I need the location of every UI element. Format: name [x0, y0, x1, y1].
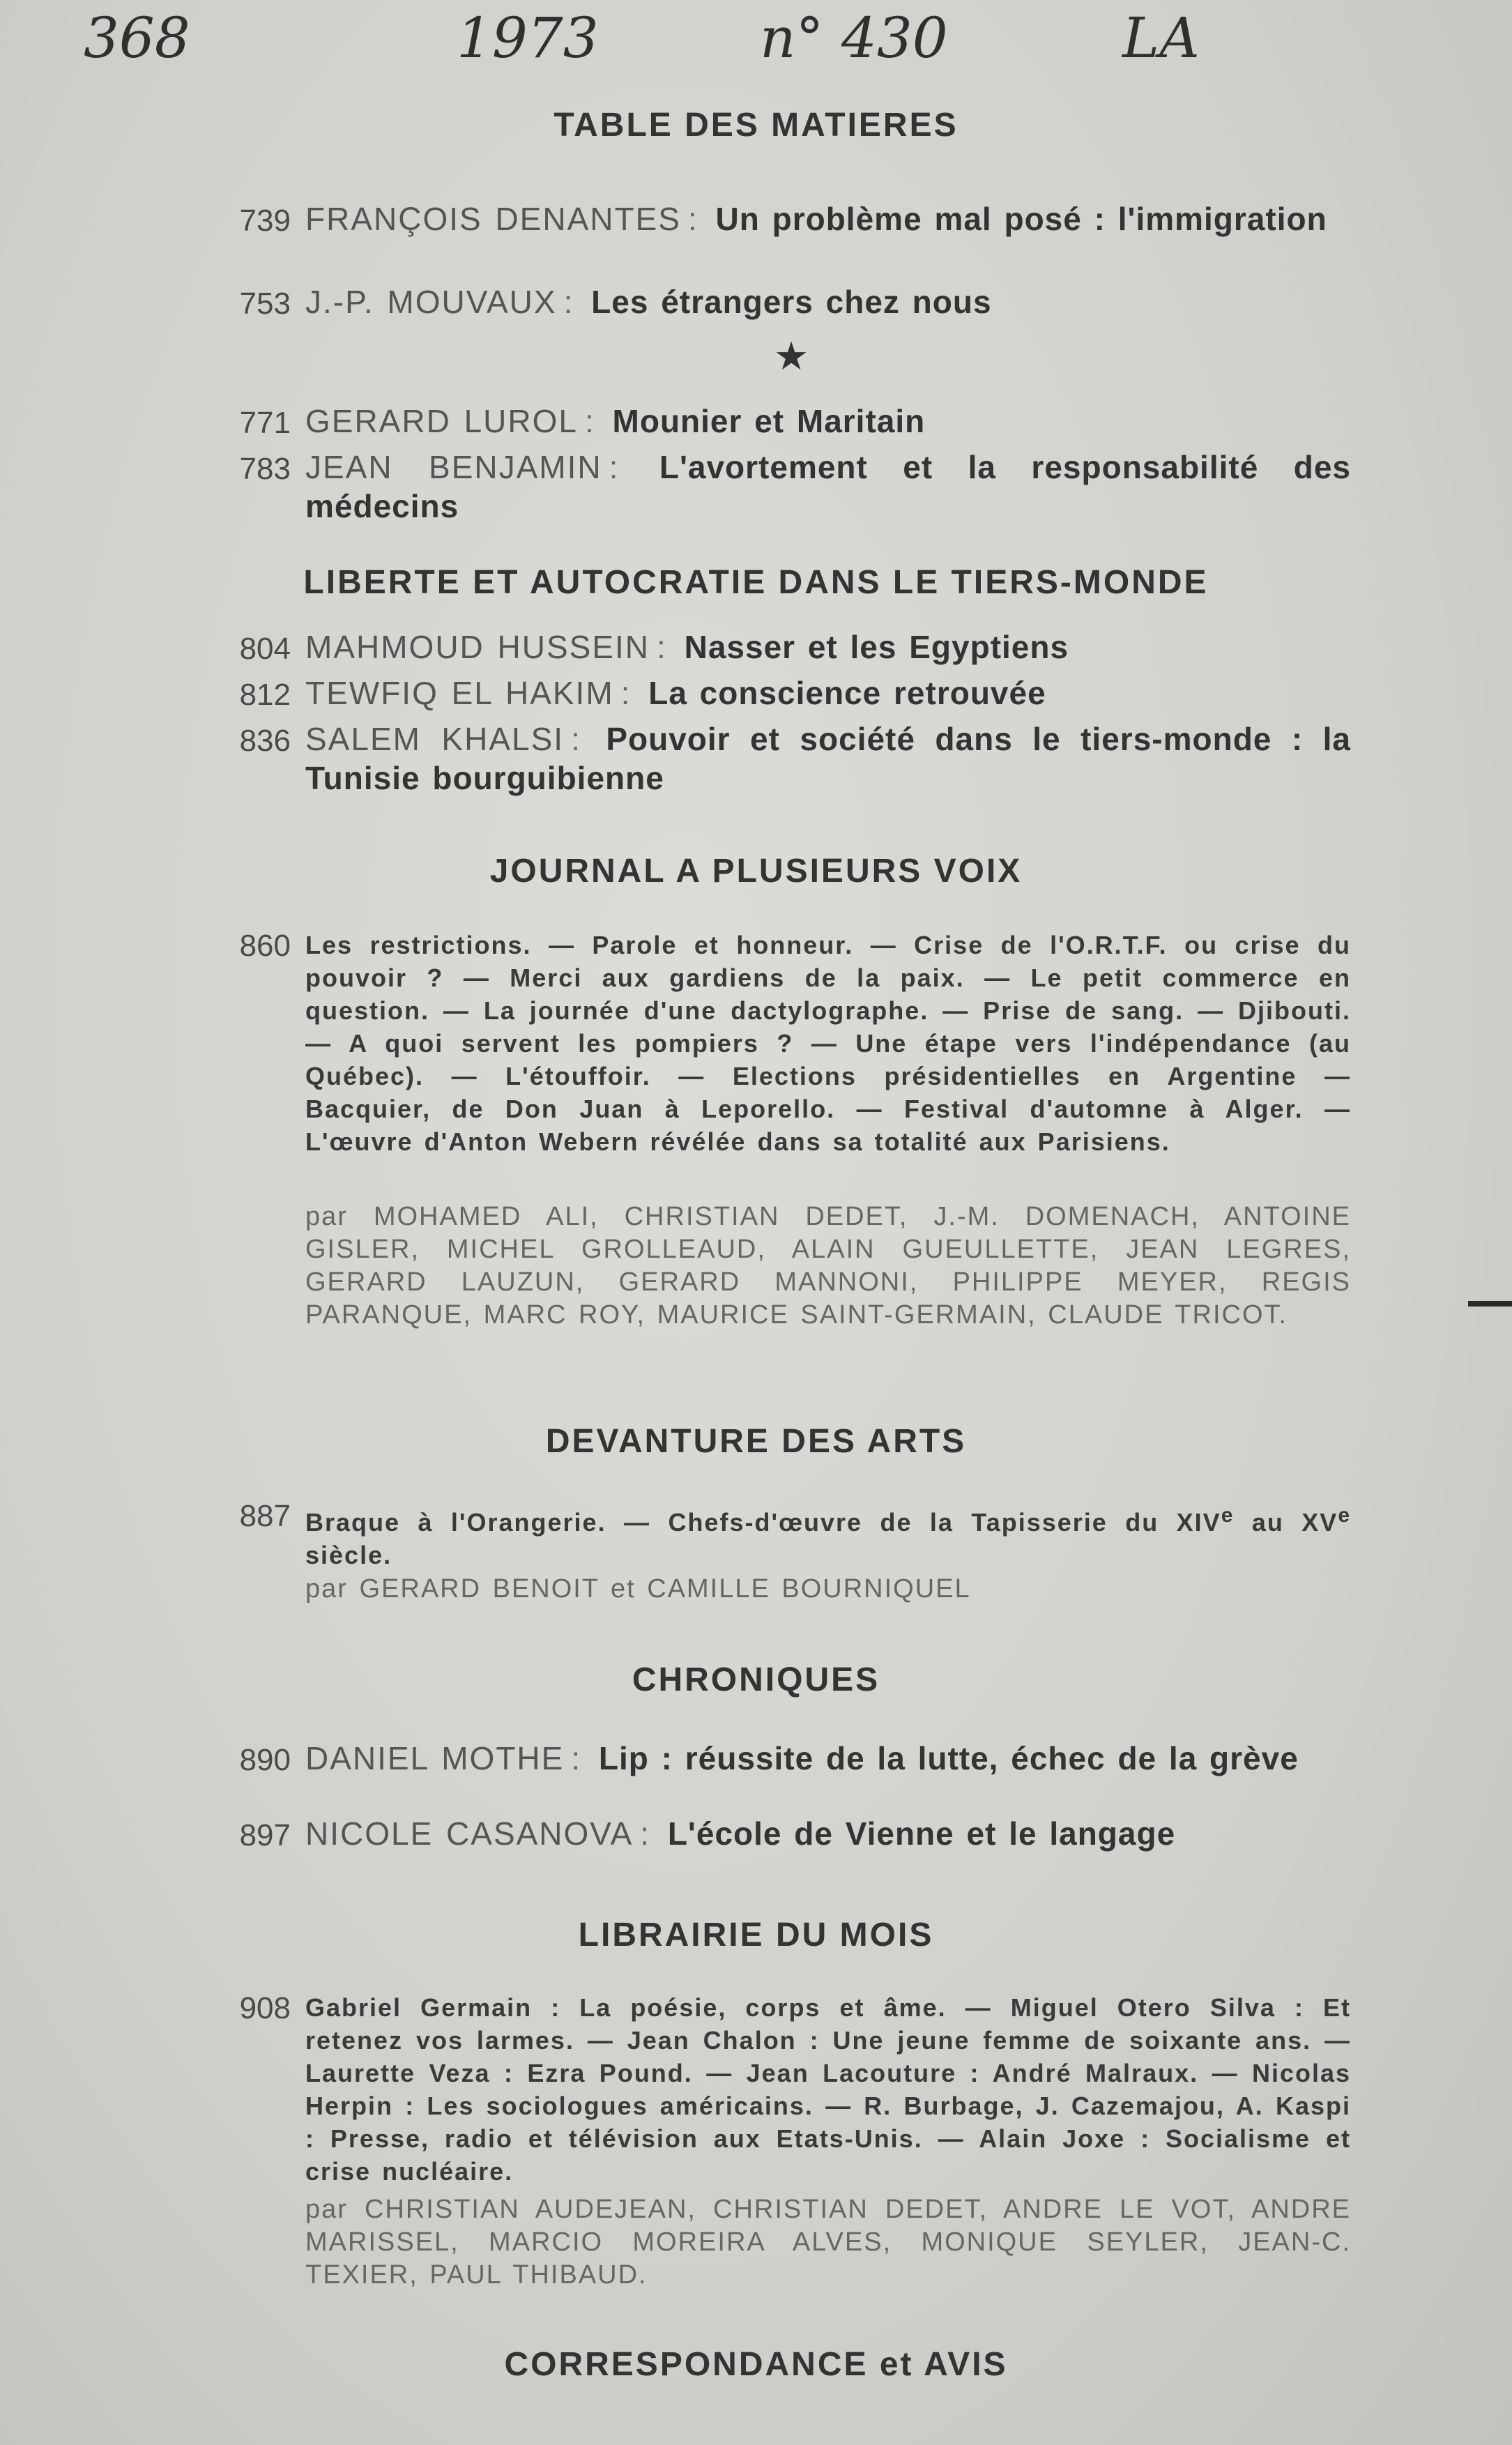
section-heading-correspondance: CORRESPONDANCE et AVIS — [504, 2346, 1008, 2383]
entry-title: Pouvoir et société dans le tiers-monde : la Tunisie bourguibienne — [305, 721, 1352, 796]
entry-text-part: au XV — [1234, 1508, 1338, 1537]
section-heading-chroniques: CHRONIQUES — [632, 1661, 880, 1698]
entry-title: La conscience retrouvée — [648, 675, 1046, 711]
entry-author: NICOLE CASANOVA — [305, 1815, 634, 1852]
entry-title: L'avortement et la responsabilité des médecins — [305, 449, 1352, 524]
entry-text: GERARD LUROL : Mounier et Maritain — [305, 403, 926, 439]
handwritten-note-initials: LA — [1122, 6, 1200, 70]
page-number: 890 — [239, 1743, 291, 1777]
entry-text: SALEM KHALSI : Pouvoir et société dans le tiers-monde : la Tunisie bourguibienne — [305, 721, 1352, 796]
entry-author: GERARD LUROL — [305, 403, 578, 439]
entry-text: Gabriel Germain : La poésie, corps et âme. — Miguel Otero Silva : Et retenez vos larmes. — Jean Chalon : Une jeune femme de soixante ans. — Laurette Veza : Ezra Pound. — Jean Lacouture : André Malraux. — Nicolas Herpin : Les sociologues américains. — R. Burbage, J. Cazemajou, A. Kaspi : Presse, radio et télévision aux Etats-Unis. — Alain Joxe : Socialisme et crise nucléaire. — [305, 1993, 1351, 2186]
entry-author: JEAN BENJAMIN — [305, 449, 602, 485]
section-heading-liberte: LIBERTE ET AUTOCRATIE DANS LE TIERS-MONDE — [303, 564, 1209, 601]
entry-text: MAHMOUD HUSSEIN : Nasser et les Egyptiens — [305, 629, 1069, 665]
entry-title: Un problème mal posé : l'immigration — [715, 201, 1327, 237]
entry-byline: par GERARD BENOIT et CAMILLE BOURNIQUEL — [305, 1574, 971, 1604]
entry-title: Nasser et les Egyptiens — [684, 629, 1069, 665]
page-number: 804 — [239, 632, 291, 666]
entry-text: NICOLE CASANOVA : L'école de Vienne et le langage — [305, 1815, 1176, 1852]
entry-byline: par MOHAMED ALI, CHRISTIAN DEDET, J.-M. DOMENACH, ANTOINE GISLER, MICHEL GROLLEAUD, ALAIN GUEULLETTE, JEAN LEGRES, GERARD LAUZUN, GERARD MANNONI, PHILIPPE MEYER, REGIS PARANQUE, MARC ROY, MAURICE SAINT-GERMAIN, CLAUDE TRICOT. — [305, 1202, 1351, 1330]
entry-title: Les étrangers chez nous — [591, 284, 992, 320]
entry-text-part: Braque à l'Orangerie. — Chefs-d'œuvre de la Tapisserie du XIV — [305, 1508, 1221, 1537]
entry-text: J.-P. MOUVAUX : Les étrangers chez nous — [305, 284, 992, 320]
page-number: 753 — [239, 287, 291, 321]
entry-title: L'école de Vienne et le langage — [667, 1815, 1176, 1852]
handwritten-note-number: 368 — [84, 6, 190, 70]
page-number: 887 — [239, 1499, 291, 1533]
entry-text — [305, 1499, 1351, 1571]
entry-text: Les restrictions. — Parole et honneur. — Crise de l'O.R.T.F. ou crise du pouvoir ? — Merci aux gardiens de la paix. — Le petit commerce en question. — La journée d'une dactylographe. — Prise de sang. — Djibouti. — A quoi servent les pompiers ? — Une étape vers l'indépendance (au Québec). — L'étouffoir. — Elections présidentielles en Argentine — Bacquier, de Don Juan à Leporello. — Festival d'automne à Alger. — L'œuvre d'Anton Webern révélée dans sa totalité aux Parisiens. — [305, 931, 1351, 1156]
page-number: 783 — [239, 452, 291, 486]
entry-author: SALEM KHALSI — [305, 721, 565, 757]
star-separator-icon: ★ — [774, 334, 809, 378]
page-title: TABLE DES MATIERES — [553, 107, 959, 144]
handwritten-note-issue: n° 430 — [760, 6, 948, 70]
page-number: 860 — [239, 929, 291, 963]
entry-author: DANIEL MOTHE — [305, 1740, 565, 1776]
entry-author: J.-P. MOUVAUX — [305, 284, 557, 320]
edge-mark — [1468, 1301, 1512, 1307]
entry-text: DANIEL MOTHE : Lip : réussite de la lutte, échec de la grève — [305, 1740, 1299, 1776]
superscript: e — [1221, 1504, 1235, 1527]
entry-author: TEWFIQ EL HAKIM — [305, 675, 614, 711]
entry-author: MAHMOUD HUSSEIN — [305, 629, 650, 665]
handwritten-note-year: 1973 — [457, 6, 599, 70]
section-heading-devanture: DEVANTURE DES ARTS — [545, 1423, 967, 1460]
page-number: 771 — [239, 406, 291, 440]
superscript: e — [1338, 1504, 1351, 1527]
entry-text: JEAN BENJAMIN : L'avortement et la responsabilité des médecins — [305, 449, 1352, 524]
entry-text: FRANÇOIS DENANTES : Un problème mal posé : l'immigration — [305, 201, 1327, 237]
page-number: 812 — [239, 678, 291, 712]
section-heading-journal: JOURNAL A PLUSIEURS VOIX — [489, 853, 1023, 890]
entry-byline: par CHRISTIAN AUDEJEAN, CHRISTIAN DEDET, ANDRE LE VOT, ANDRE MARISSEL, MARCIO MOREIRA ALVES, MONIQUE SEYLER, JEAN-C. TEXIER, PAUL THIBAUD. — [305, 2195, 1351, 2290]
entry-title: Mounier et Maritain — [612, 403, 926, 439]
page-number: 739 — [239, 204, 291, 238]
entry-author: FRANÇOIS DENANTES — [305, 201, 681, 237]
page-number: 836 — [239, 724, 291, 758]
entry-text: TEWFIQ EL HAKIM : La conscience retrouvée — [305, 675, 1046, 711]
entry-text-part: siècle. — [305, 1541, 392, 1569]
section-heading-librairie: LIBRAIRIE DU MOIS — [578, 1917, 934, 1953]
page-number: 897 — [239, 1818, 291, 1852]
entry-title: Lip : réussite de la lutte, échec de la grève — [598, 1740, 1299, 1776]
page-number: 908 — [239, 1991, 291, 2025]
